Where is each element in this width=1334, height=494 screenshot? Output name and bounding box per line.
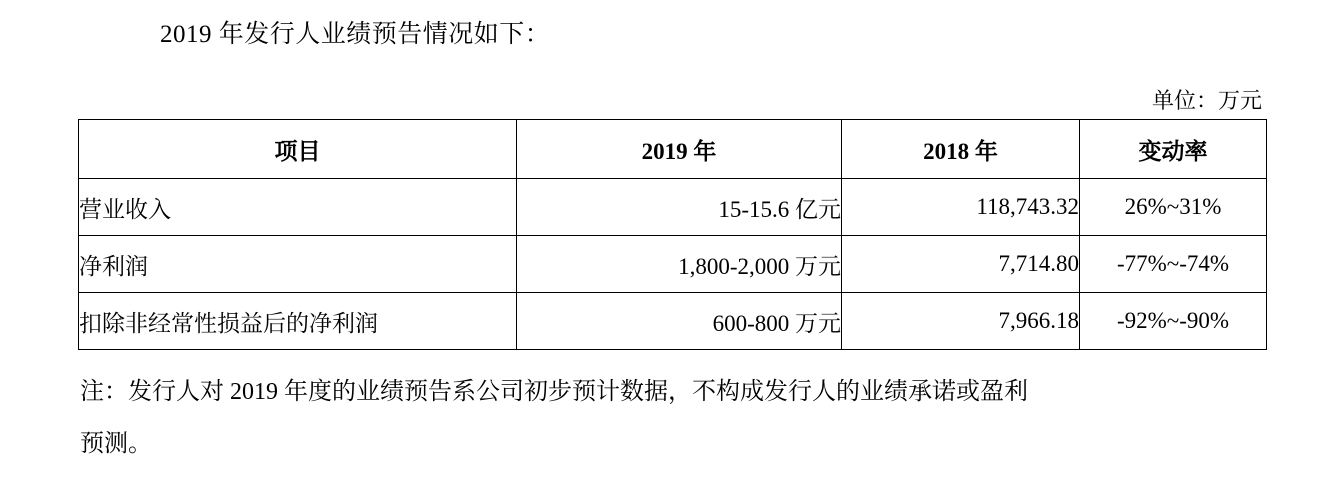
note-line-2: 预测。 <box>80 431 152 457</box>
note-line-1: 注：发行人对 2019 年度的业绩预告系公司初步预计数据，不构成发行人的业绩承诺或盈利 <box>80 379 1028 405</box>
column-header-2018: 2018 年 <box>842 120 1080 179</box>
cell-change-rate: 26%~31% <box>1080 179 1267 236</box>
cell-2018: 7,966.18 <box>842 293 1080 350</box>
cell-change-rate: -77%~-74% <box>1080 236 1267 293</box>
cell-change-rate: -92%~-90% <box>1080 293 1267 350</box>
cell-2018: 7,714.80 <box>842 236 1080 293</box>
performance-forecast-table <box>78 119 1267 350</box>
column-header-change-rate: 变动率 <box>1080 120 1267 179</box>
unit-label: 单位：万元 <box>1151 88 1262 113</box>
cell-2019: 1,800-2,000 万元 <box>517 236 842 293</box>
cell-2019: 600-800 万元 <box>517 293 842 350</box>
cell-item: 营业收入 <box>79 179 517 236</box>
intro-paragraph: 2019 年发行人业绩预告情况如下： <box>160 21 551 48</box>
table-note <box>80 366 1270 470</box>
cell-item: 扣除非经常性损益后的净利润 <box>79 293 517 350</box>
table-header-row <box>79 120 1267 179</box>
table-body <box>79 179 1267 350</box>
column-header-item: 项目 <box>79 120 517 179</box>
cell-2019: 15-15.6 亿元 <box>517 179 842 236</box>
table-row <box>79 236 1267 293</box>
cell-2018: 118,743.32 <box>842 179 1080 236</box>
table-row <box>79 293 1267 350</box>
column-header-2019: 2019 年 <box>517 120 842 179</box>
table-header <box>79 120 1267 179</box>
cell-item: 净利润 <box>79 236 517 293</box>
table-row <box>79 179 1267 236</box>
